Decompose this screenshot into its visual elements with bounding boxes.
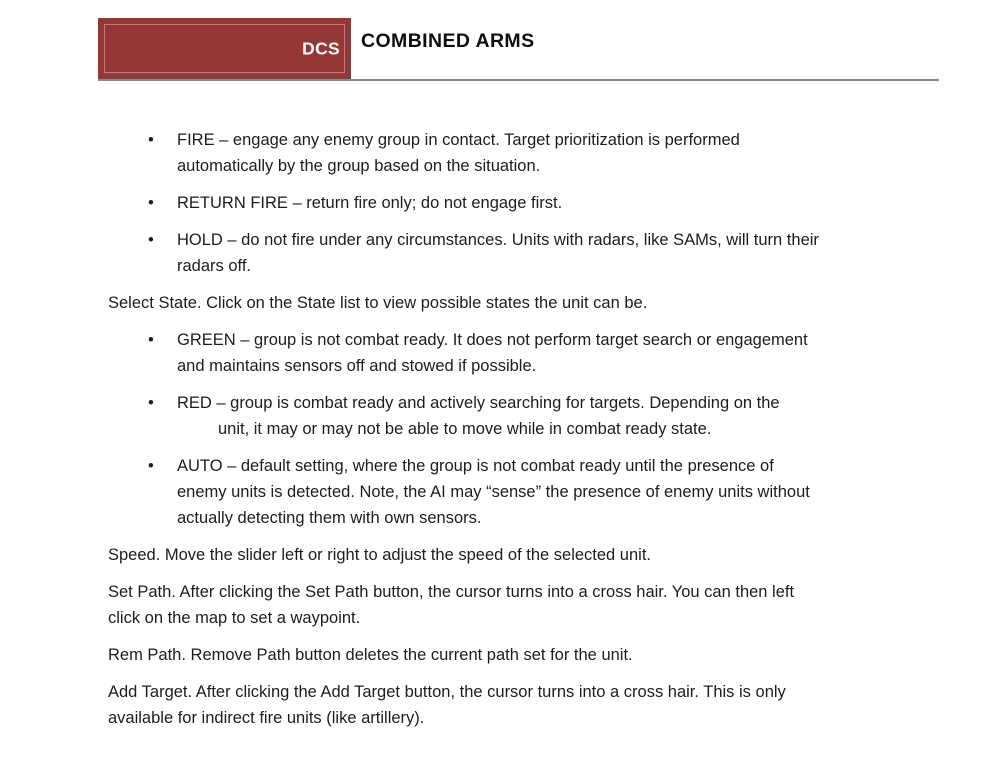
bullet-item-return-fire: [108, 190, 940, 216]
text-line: Add Target. After clicking the Add Target button, the cursor turns into a cross hair. This is only: [108, 683, 786, 701]
text-line: HOLD – do not fire under any circumstances. Units with radars, like SAMs, will turn their: [177, 231, 819, 249]
text-line: unit, it may or may not be able to move while in combat ready state.: [218, 420, 712, 438]
bullet-marker: •: [148, 457, 154, 475]
paragraph-rem-path: [108, 642, 940, 668]
paragraph-speed: [108, 542, 940, 568]
text-line: enemy units is detected. Note, the AI may “sense” the presence of enemy units without: [177, 483, 810, 501]
text-line: Select State. Click on the State list to view possible states the unit can be.: [108, 294, 648, 312]
bullet-item-hold: [108, 227, 940, 279]
text-line: and maintains sensors off and stowed if possible.: [177, 357, 537, 375]
text-line: Speed. Move the slider left or right to adjust the speed of the selected unit.: [108, 546, 651, 564]
page-title: COMBINED ARMS: [361, 30, 535, 52]
bullet-marker: •: [148, 331, 154, 349]
text-line: FIRE – engage any enemy group in contact. Target prioritization is performed: [177, 131, 740, 149]
text-line: GREEN – group is not combat ready. It does not perform target search or engagement: [177, 331, 808, 349]
text-line: Set Path. After clicking the Set Path button, the cursor turns into a cross hair. You can then left: [108, 583, 795, 601]
text-line: automatically by the group based on the situation.: [177, 157, 541, 175]
bullet-item-red: [108, 390, 940, 442]
text-line: RED – group is combat ready and actively searching for targets. Depending on the: [177, 394, 780, 412]
bullet-marker: •: [148, 131, 154, 149]
document-content: [108, 127, 940, 742]
paragraph-add-target: [108, 679, 940, 731]
bullet-marker: •: [148, 194, 154, 212]
text-line: RETURN FIRE – return fire only; do not engage first.: [177, 194, 563, 212]
bullet-marker: •: [148, 394, 154, 412]
dcs-logo-text: DCS: [302, 38, 340, 58]
dcs-logo-box: [98, 18, 351, 79]
bullet-item-auto: [108, 453, 940, 531]
bullet-item-green: [108, 327, 940, 379]
text-line: click on the map to set a waypoint.: [108, 609, 361, 627]
text-line: Rem Path. Remove Path button deletes the current path set for the unit.: [108, 646, 633, 664]
text-line: AUTO – default setting, where the group is not combat ready until the presence of: [177, 457, 774, 475]
paragraph-select-state: [108, 290, 940, 316]
text-line: actually detecting them with own sensors.: [177, 509, 482, 527]
bullet-marker: •: [148, 231, 154, 249]
paragraph-set-path: [108, 579, 940, 631]
text-line: available for indirect fire units (like artillery).: [108, 709, 425, 727]
header-divider: [98, 79, 939, 81]
text-line: radars off.: [177, 257, 251, 275]
bullet-item-fire: [108, 127, 940, 179]
